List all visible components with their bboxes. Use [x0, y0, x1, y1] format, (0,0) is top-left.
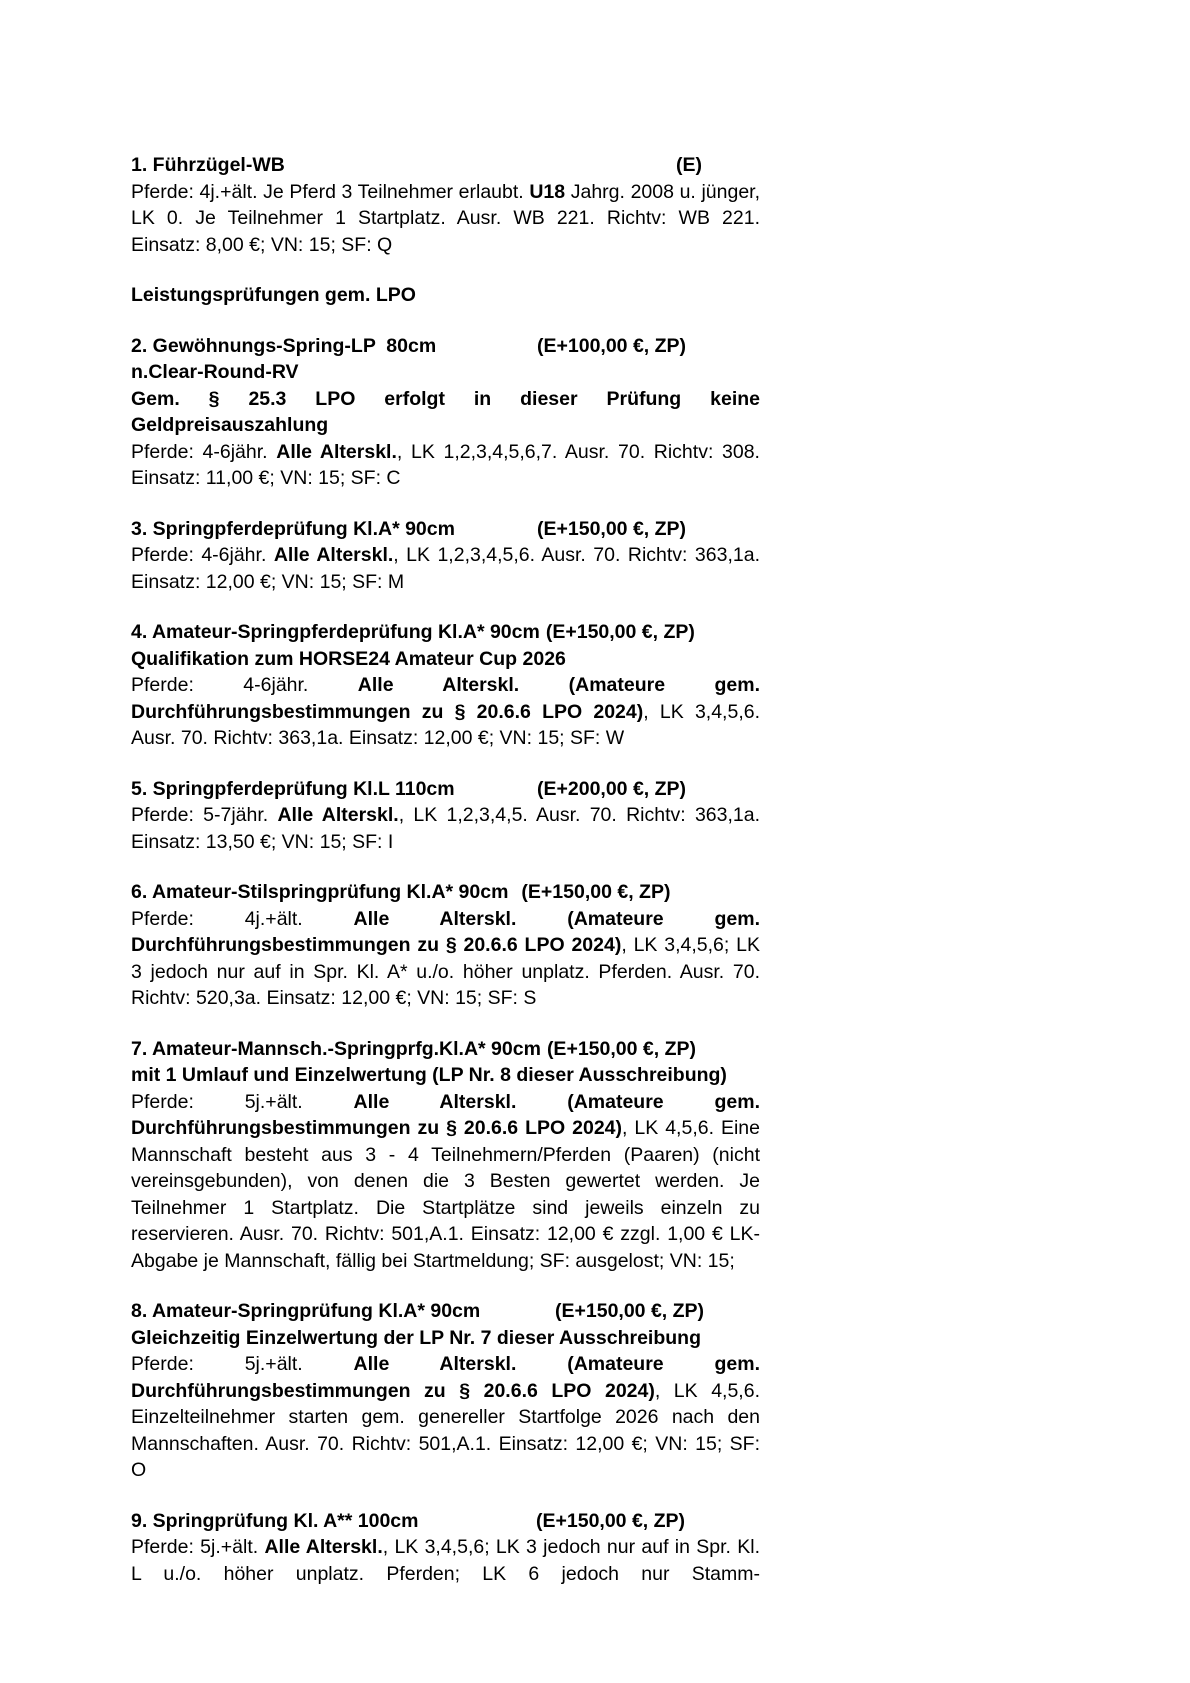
- competition-section: [131, 333, 760, 492]
- section-price: (E+150,00 €, ZP): [537, 517, 687, 540]
- section-title: 2. Gewöhnungs-Spring-LP 80cm: [131, 334, 437, 357]
- section-price: (E+200,00 €, ZP): [537, 777, 687, 800]
- competition-section: [131, 1508, 760, 1588]
- body-text-run: U18: [529, 180, 566, 203]
- section-price: (E+150,00 €, ZP): [545, 621, 695, 643]
- body-text-run: , LK 4,5,6. Einzelteilnehmer starten gem. genereller Startfolge 2026 nach den Mannschaften. Ausr. 70. Richtv: 501,A.1. Einsatz: 12,00 €; VN: 15; SF: O: [131, 1379, 760, 1481]
- section-subtitle: n.Clear-Round-RV: [131, 361, 299, 383]
- section-subtitle: Gleichzeitig Einzelwertung der LP Nr. 7 dieser Ausschreibung: [131, 1326, 701, 1349]
- competition-section: [131, 1298, 760, 1484]
- body-text-run: Pferde: 4j.+ält.: [131, 907, 354, 930]
- body-text-run: Alle Alterskl.: [276, 440, 397, 463]
- competition-section: [131, 879, 760, 1012]
- section-heading-line: [131, 152, 760, 179]
- body-text-run: , LK 3,4,5,6. Ausr. 70. Richtv: 363,1a. Einsatz: 12,00 €; VN: 15; SF: W: [131, 700, 760, 749]
- body-text-run: , LK 4,5,6. Eine Mannschaft besteht aus 3 - 4 Teilnehmern/Pferden (Paaren) (nicht vereinsgebunden), von denen die 3 Besten gewertet werden. Je Teilnehmer 1 Startplatz. Die Startplätze sind jeweils einzeln zu reservieren. Ausr. 70. Richtv: 501,A.1. Einsatz: 12,00 € zzgl. 1,00 € LK-Abgabe je Mannschaft, fällig bei Startmeldung; SF: ausgelost; VN: 15;: [131, 1117, 760, 1272]
- section-body: [131, 906, 760, 1012]
- section-title: 5. Springpferdeprüfung Kl.L 110cm: [131, 777, 455, 800]
- section-heading-line: [131, 1508, 760, 1535]
- section-title: 4. Amateur-Springpferdeprüfung Kl.A* 90cm: [131, 621, 540, 643]
- section-body: [131, 1534, 760, 1587]
- body-text-run: , LK 1,2,3,4,5,6. Ausr. 70. Richtv: 363,1a. Einsatz: 12,00 €; VN: 15; SF: M: [131, 544, 760, 593]
- section-title: 8. Amateur-Springprüfung Kl.A* 90cm: [131, 1300, 481, 1322]
- body-text-run: Pferde: 4-6jähr.: [131, 674, 358, 696]
- competition-section: [131, 776, 760, 856]
- section-price: (E): [676, 154, 702, 176]
- section-subtitle: mit 1 Umlauf und Einzelwertung (LP Nr. 8 dieser Ausschreibung): [131, 1064, 727, 1086]
- section-subtitle: Qualifikation zum HORSE24 Amateur Cup 2026: [131, 647, 566, 670]
- section-title: 6. Amateur-Stilspringprüfung Kl.A* 90cm: [131, 881, 509, 903]
- body-text-run: , LK 1,2,3,4,5,6,7. Ausr. 70. Richtv: 308. Einsatz: 11,00 €; VN: 15; SF: C: [131, 440, 760, 489]
- section-body: [131, 1089, 760, 1275]
- section-body: [131, 439, 760, 492]
- section-title: 9. Springprüfung Kl. A** 100cm: [131, 1509, 419, 1532]
- competition-section: [131, 516, 760, 596]
- section-title: 3. Springpferdeprüfung Kl.A* 90cm: [131, 517, 455, 540]
- body-text-run: Pferde: 5j.+ält.: [131, 1536, 265, 1558]
- section-heading-line: [131, 879, 760, 906]
- competition-section: [131, 619, 760, 752]
- section-price: (E+150,00 €, ZP): [555, 1300, 705, 1322]
- body-text-run: Alle Alterskl. (Amateure gem. Durchführungsbestimmungen zu § 20.6.6 LPO 2024): [131, 674, 761, 723]
- body-text-run: Pferde: 5-7jähr.: [131, 804, 278, 826]
- section-price: (E+150,00 €, ZP): [546, 1037, 696, 1060]
- body-text-run: Alle Alterskl.: [273, 544, 394, 566]
- section-title: 7. Amateur-Mannsch.-Springprfg.Kl.A* 90cm: [131, 1037, 541, 1060]
- section-heading-line: [131, 333, 760, 360]
- section-price: (E+100,00 €, ZP): [537, 334, 687, 357]
- body-text-run: Alle Alterskl.: [264, 1536, 383, 1558]
- section-title: 1. Führzügel-WB: [131, 154, 285, 176]
- body-text-run: , LK 3,4,5,6; LK 3 jedoch nur auf in Spr. Kl. A* u./o. höher unplatz. Pferden. Ausr. 70. Richtv: 520,3a. Einsatz: 12,00 €; VN: 15; SF: S: [131, 934, 760, 1009]
- section-body: [131, 542, 760, 595]
- section-heading-line: [131, 619, 760, 646]
- body-text-run: Pferde: 4-6jähr.: [131, 544, 274, 566]
- section-subtitle: Gem. § 25.3 LPO erfolgt in dieser Prüfung keine Geldpreisauszahlung: [131, 387, 760, 436]
- competition-section: [131, 1036, 760, 1275]
- section-heading-line: [131, 776, 760, 803]
- section-heading-line: [131, 1298, 760, 1325]
- section-body: [131, 672, 760, 752]
- section-heading-line: [131, 516, 760, 543]
- body-text-run: Pferde: 4-6jähr.: [131, 440, 277, 463]
- sections-root: [131, 152, 760, 1587]
- body-text-run: Alle Alterskl. (Amateure gem. Durchführungsbestimmungen zu § 20.6.6 LPO 2024): [131, 1353, 761, 1402]
- category-heading: Leistungsprüfungen gem. LPO: [131, 284, 416, 306]
- section-price: (E+150,00 €, ZP): [536, 1509, 686, 1532]
- body-text-run: , LK 3,4,5,6; LK 3 jedoch nur auf in Spr. Kl. L u./o. höher unplatz. Pferden; LK 6 jedoch nur Stamm-: [131, 1536, 760, 1585]
- body-text-run: Alle Alterskl. (Amateure gem. Durchführungsbestimmungen zu § 20.6.6 LPO 2024): [131, 1090, 761, 1139]
- section-price: (E+150,00 €, ZP): [521, 881, 671, 903]
- section-heading-line: [131, 1036, 760, 1063]
- body-text-run: Alle Alterskl. (Amateure gem. Durchführungsbestimmungen zu § 20.6.6 LPO 2024): [131, 907, 761, 956]
- body-text-run: Pferde: 4j.+ält. Je Pferd 3 Teilnehmer erlaubt.: [131, 180, 530, 203]
- section-body: [131, 179, 760, 259]
- body-text-run: Pferde: 5j.+ält.: [131, 1353, 354, 1375]
- body-text-run: , LK 1,2,3,4,5. Ausr. 70. Richtv: 363,1a. Einsatz: 13,50 €; VN: 15; SF: I: [131, 804, 761, 853]
- competition-section: [131, 152, 760, 258]
- section-body: [131, 1351, 760, 1484]
- section-body: [131, 802, 760, 855]
- body-text-run: Alle Alterskl.: [277, 804, 399, 826]
- body-text-run: Pferde: 5j.+ält.: [131, 1090, 354, 1113]
- body-text-run: Jahrg. 2008 u. jünger, LK 0. Je Teilnehmer 1 Startplatz. Ausr. WB 221. Richtv: WB 221. Einsatz: 8,00 €; VN: 15; SF: Q: [131, 180, 761, 256]
